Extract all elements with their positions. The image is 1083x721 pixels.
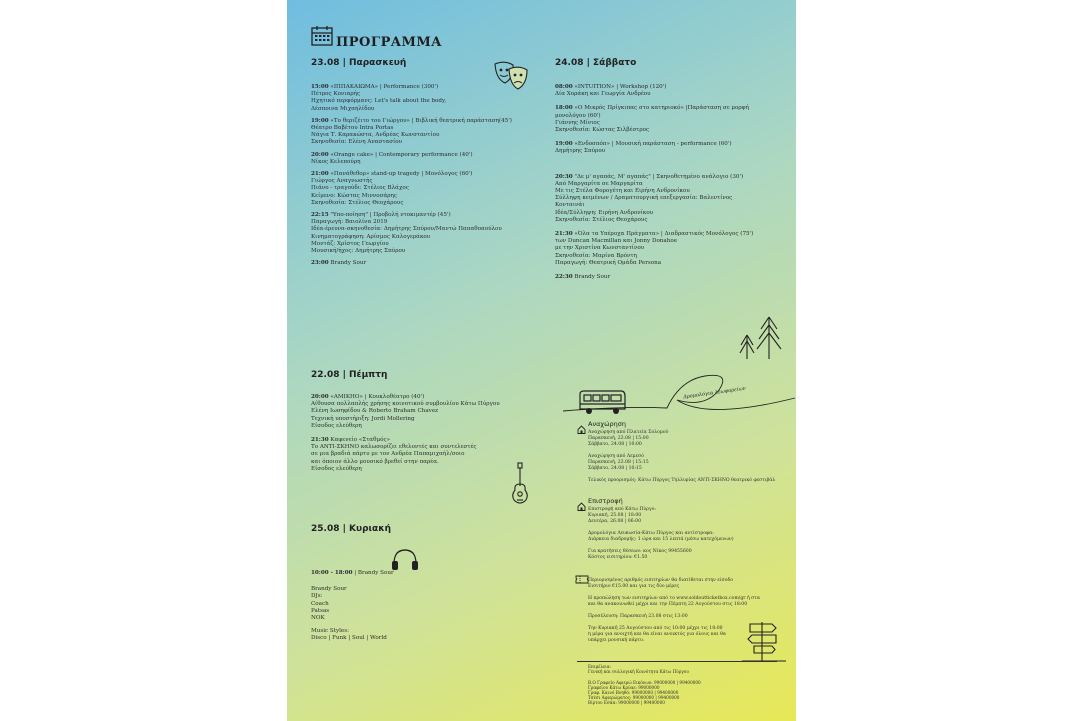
event-2208-1	[311, 394, 500, 430]
info-line: Σάββατο, 24.08 | 10:00	[588, 442, 642, 447]
event-time: 20:00	[311, 394, 329, 400]
event-time: 21:30	[555, 231, 573, 238]
event-2408-5	[555, 231, 753, 267]
event-time: 21:30	[311, 437, 329, 444]
departure-heading: Αναχώρηση	[588, 420, 627, 428]
event-2308-6	[311, 260, 512, 267]
bus-icon	[577, 390, 627, 420]
event-line: Brandy Sour	[311, 586, 347, 593]
events-2408	[555, 84, 753, 281]
page-title: ΠΡΟΓΡΑΜΜΑ	[336, 35, 442, 50]
event-line: 21:30 «Όλα τα Υπέροχα Πράγματα» | Διαδραστικός Μονόλογος (75')	[555, 231, 754, 238]
event-line: σε μια βραδιά πάρτυ με τον Ανδρέα Παπαμιχαήλ/σοιο	[311, 451, 465, 458]
event-line: Ιδέα/Σύλληψη: Ειρήνη Ανδρονίκου	[555, 209, 654, 216]
event-2308-3	[311, 152, 512, 166]
event-line: Patsas	[311, 607, 330, 614]
events-2308	[311, 84, 512, 267]
event-line: 19:00 «Το θεριζέιτο του Γιώργου» | Βιβλική θεατρική παράσταση(45')	[311, 117, 512, 124]
event-line: Μοντάζ: Χρίστος Γεωργίου	[311, 240, 389, 247]
info-line: Δρομολόγια Λευκωσία-Κάτω Πύργος και αντίστροφα:	[588, 531, 714, 536]
event-line: Δημήτρης Σπύρου	[555, 148, 606, 155]
event-line: Γιάννης Μίνιος	[555, 119, 600, 126]
day-heading-2508: 25.08 | Κυριακή	[311, 524, 392, 534]
event-line: Από Μαργαρίτα σε Μαργαρίτα	[555, 180, 643, 187]
bus-route-label: Δρομολόγια λεωφορείων	[682, 385, 747, 401]
info-line: Τελικός προορισμός: Κάτω Πύργος Τηλλυρίας ANTI-ΣΚΗΝΟ θεατρικό φεστιβάλ	[588, 478, 776, 483]
events-2508	[311, 570, 394, 643]
event-line: Παραγωγή: Θεατρική Ομάδα Persona	[555, 259, 662, 266]
info-line: Κόστος εισιτηρίου: €1.50	[588, 555, 648, 560]
event-line: Σκηνοθεσία: Ελένη Αναστασίου	[311, 139, 403, 146]
info-line: Δευτέρα, 26.08 | 06:00	[588, 519, 641, 524]
event-line: 08:00 «INTUITION» | Workshop (120')	[555, 84, 667, 90]
info-line: Τσέσι Αφιερώματος: 99000000 | 99400000	[588, 695, 680, 701]
event-time: 20:00	[311, 151, 329, 158]
info-line: Παρασκευή, 23.08 | 15:00	[588, 436, 649, 441]
event-2308-1	[311, 84, 512, 113]
event-line: Γιώργος Αναγνωστής	[311, 178, 373, 185]
divider	[577, 661, 777, 662]
info-line: και θα ανακοινωθεί μέχρι και την Πέμπτη 22 Αυγούστου στις 18:00	[588, 602, 748, 607]
event-line: Σκηνοθεσία: Στέλιος Θεοχάρους	[555, 216, 648, 223]
info-line: η μέρα για ανοιχτή και θα είναι ανοικτός για όλους και θα	[588, 632, 727, 637]
day-heading-2308: 23.08 | Παρασκευή	[311, 58, 407, 68]
event-line: Disco | Funk | Soul | World	[311, 635, 387, 642]
home-icon	[577, 419, 586, 438]
event-line: με την Χριστίνα Κωνσταντίνου	[555, 245, 645, 252]
info-line: Επιστροφή από Κάτω Πύργο:	[588, 507, 656, 512]
event-time: 22:15	[311, 212, 329, 219]
event-time: 20:30	[555, 173, 573, 180]
info-line: Για κρατήσεις θέσεων: κος Νίκος 99455600	[588, 549, 692, 554]
day-heading-2208: 22.08 | Πέμπτη	[311, 370, 388, 380]
event-line: 15:00 «ΙΠΠΑΚΑΙΩΜΑ» | Performance (300')	[311, 84, 439, 90]
event-time: 08:00	[555, 84, 573, 90]
ticket-icon	[575, 570, 589, 589]
event-line: Music Styles:	[311, 628, 349, 635]
event-2408-1	[555, 84, 753, 98]
event-line: Θέατρο Βαβέτου Intra Portas	[311, 125, 394, 132]
info-line: Περιορισμένος αριθμός εισιτηρίων θα διατίθεται στην είσοδο	[588, 578, 733, 583]
event-time: 19:00	[555, 141, 573, 148]
event-line: Ελένη Ιωσηφίδου & Roberto Braham Chavez	[311, 408, 439, 415]
return-details	[588, 507, 734, 561]
return-heading: Επιστροφή	[588, 497, 623, 505]
event-2308-4	[311, 171, 512, 207]
event-line: Με τις Στέλα Φορογέτη και Ειρήνη Ανδρονίκου	[555, 188, 690, 195]
event-line: Το ANTI-ΣΚΗΝΟ καλωσορίζει εθελοντές και συντελεστές	[311, 444, 477, 451]
info-line: Διάρκεια διαδρομής: 1 ώρα και 15 λεπτά (μέσω κατεχόμενων)	[588, 537, 734, 542]
event-2508-1	[311, 570, 394, 577]
event-line: Σκηνοθεσία: Κώστας Σιλβέστρος	[555, 127, 650, 134]
signpost-icon	[742, 620, 786, 666]
info-line: Γενική και συλλογική Κοινότητα Κάτω Πύργου	[588, 669, 689, 675]
event-2508-3	[311, 628, 394, 642]
event-line: Είσοδος ελεύθερη	[311, 465, 362, 472]
event-line: Παραγωγή: Βαιολίνα 2019	[311, 219, 388, 226]
event-line: Τεχνική υποστήριξη: Jordi Mollering	[311, 415, 415, 422]
event-2408-3	[555, 141, 753, 155]
info-line: Αναχώρηση από Λεμεσό	[588, 454, 644, 459]
event-2408-2	[555, 105, 753, 134]
event-line: Δέσποινα Μιχαηλίδου	[311, 105, 375, 112]
info-line: Η προπώληση των εισιτηρίων από το www.soldoutticketbox.com/gr ή στα	[588, 596, 760, 601]
event-time: 10:00 - 18:00	[311, 570, 353, 576]
event-2308-5	[311, 212, 512, 255]
event-line: Είσοδος ελεύθερη	[311, 422, 362, 429]
event-line: 18:00 «Ο Μικρός Πρίγκιπας στο κατηριοκό» |Παράσταση σε μορφή	[555, 105, 749, 112]
events-2208	[311, 394, 500, 473]
event-line: 20:00 «ΑΜΙΚΗΟ» | Κουκλοθέατρο (40')	[311, 394, 425, 400]
event-line: Σκηνοθεσία: Στέλιος Θεοχάρους	[311, 199, 404, 206]
event-line: Σκηνοθεσία: Μαρίνα Βρόντη	[555, 252, 637, 259]
event-line: Ιδέα-έρευνα-σκηνοθεσία: Δημήτρης Σπύρου/Μαντώ Παπαθοπούλου	[311, 226, 502, 233]
tickets-details	[588, 578, 760, 644]
event-line: DJs:	[311, 593, 323, 600]
event-line: 20:30 "Δε μ' αγαπάς, Μ' αγαπάς" | Σκηνοθετημένο ανάλογιο (30')	[555, 173, 744, 180]
info-line: Σάββατο, 24.08 | 10:15	[588, 466, 642, 471]
info-line: Εισιτήριο €15.00 και για τις δύο μέρες	[588, 584, 680, 589]
event-line: Αίθουσα πολλαπλής χρήσης κοινοτικού συμβουλίου Κάτω Πύργου	[311, 401, 500, 408]
event-line: Ηχητικό περφόρμανς: Let's talk about the body,	[311, 98, 447, 105]
event-time: 21:00	[311, 171, 329, 178]
event-line: Σύλληψη κειμένων / Δραματουργική επεξεργασία: Βαλεντίνος	[555, 195, 733, 202]
event-2308-2	[311, 118, 512, 147]
event-line: 20:00 «Orange cake» | Contemporary performance (40')	[311, 151, 473, 158]
event-line: Νάγια Τ. Καρακώστα, Ανδρέας Κωνσταντίου	[311, 132, 440, 139]
event-time: 15:00	[311, 84, 329, 90]
event-line: μονολόγου (60')	[555, 112, 601, 119]
calendar-icon	[311, 25, 333, 50]
event-line: Κείμενο: Κώστας Μιννοσάρης	[311, 192, 398, 199]
event-2208-2	[311, 437, 500, 473]
event-line: Πέτρος Κονιαρής	[311, 91, 361, 98]
info-line: Κυριακή, 25.08 | 18:00	[588, 513, 642, 518]
event-time: 19:00	[311, 117, 329, 124]
info-line: Γραφ. Καινό Βοηθό: 99000000 | 99400000	[588, 690, 679, 696]
departure-details	[588, 430, 775, 484]
headphones-icon	[391, 548, 419, 576]
event-line: Νίκος Κελεπούρη	[311, 158, 361, 165]
event-line: και όποιον άλλο μουσικό βρεθεί στην παρέα.	[311, 458, 439, 465]
event-line: Μουσική/ήχος: Δημήτρης Σπύρου	[311, 248, 406, 255]
event-time: 23:00	[311, 260, 329, 267]
event-line: 22:30 Brandy Sour	[555, 274, 611, 281]
event-line: 23:00 Brandy Sour	[311, 260, 367, 267]
event-2408-4	[555, 174, 753, 224]
poster	[287, 0, 796, 721]
footer-details	[588, 664, 701, 706]
info-line: Β.Ο Γραφείο Αφιερώ Εικόνων: 99000000 | 99400000	[588, 679, 701, 685]
event-time: 18:00	[555, 105, 573, 112]
info-line: υπάρχει μουσική πάρτυ.	[588, 638, 645, 643]
info-line: Την Κυριακή 25 Αυγούστου από τις 10:00 μέχρι τις 18:00	[588, 626, 723, 631]
info-line: Παρασκευή, 23.08 | 15:15	[588, 460, 649, 465]
event-line: 21:30 Καφενείο «Σταθμός»	[311, 437, 391, 444]
event-line: 10:00 - 18:00 | Brandy Sour	[311, 570, 394, 576]
event-line: Coach	[311, 600, 329, 607]
event-line: 22:15 "Υπο-ποίηση" | Προβολή ντοκιμαντέρ (45')	[311, 212, 451, 219]
event-line: 21:00 «Πανάθεθορ» stand-up tragedy | Μονόλογος (60')	[311, 171, 473, 178]
event-line: Πιάνο - τραγούδι: Στέλιος Βλάχος	[311, 185, 409, 192]
event-line: των Duncan Macmillan και Jonny Donahoe	[555, 238, 678, 245]
trees-icon	[737, 315, 783, 365]
event-2508-2	[311, 586, 394, 622]
event-line: Κονταινάι	[555, 202, 585, 209]
info-line: Αναχώρηση από Πλατεία Σολομού	[588, 430, 669, 435]
info-line: Προσέλευση: Παρασκευή 23.08 στις 13:00	[588, 614, 688, 619]
info-line: Επιμέλεια:	[588, 664, 612, 669]
event-line: 19:00 «Ενδοσπόπ» | Μουσική παράσταση - performance (60')	[555, 141, 732, 148]
day-heading-2408: 24.08 | Σάββατο	[555, 58, 637, 68]
info-line: Βίρτου Εσάα: 99000000 | 99400000	[588, 700, 665, 706]
event-2408-6	[555, 274, 753, 281]
home-icon	[577, 496, 586, 515]
event-time: 22:30	[555, 274, 573, 281]
event-line: Δία Χοράκη και Γεωργία Ανδρέου	[555, 91, 651, 98]
guitar-icon	[510, 462, 530, 510]
info-line: Γραφείου Κάτω Κρύαε: 99000000	[588, 684, 660, 690]
event-line: NOK	[311, 615, 325, 622]
event-line: Κινηματογράφηση: Αρίσμος Καλογεράκου	[311, 233, 431, 240]
